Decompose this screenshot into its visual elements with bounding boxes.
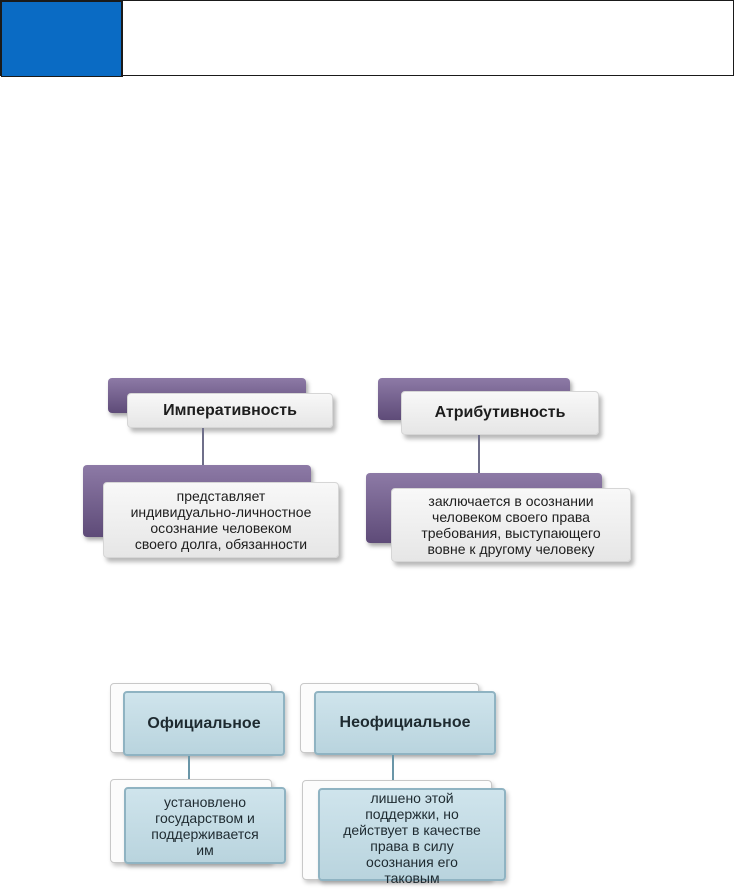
official-description: установлено государством и поддерживается им bbox=[151, 793, 259, 858]
official-title-card bbox=[123, 691, 285, 756]
official-title: Официальное bbox=[147, 714, 261, 732]
official-connector bbox=[188, 756, 190, 780]
imperative-description: представляет индивидуально-личностное осознание человеком своего долга, обязанности bbox=[130, 488, 312, 552]
imperative-title: Императивность bbox=[163, 401, 297, 419]
unofficial-description: лишено этой поддержки, но действует в качестве права в силу осознания его таковым bbox=[343, 790, 481, 886]
attributive-title: Атрибутивность bbox=[434, 404, 566, 421]
attributive-description: заключается в осознании человеком своего права требования, выступающего вовне к другому человеку bbox=[421, 493, 601, 557]
unofficial-connector bbox=[392, 755, 394, 781]
unofficial-desc-card bbox=[318, 788, 506, 886]
official-desc-card bbox=[124, 787, 286, 864]
unofficial-title-card bbox=[314, 691, 496, 755]
unofficial-title: Неофициальное bbox=[339, 714, 471, 731]
